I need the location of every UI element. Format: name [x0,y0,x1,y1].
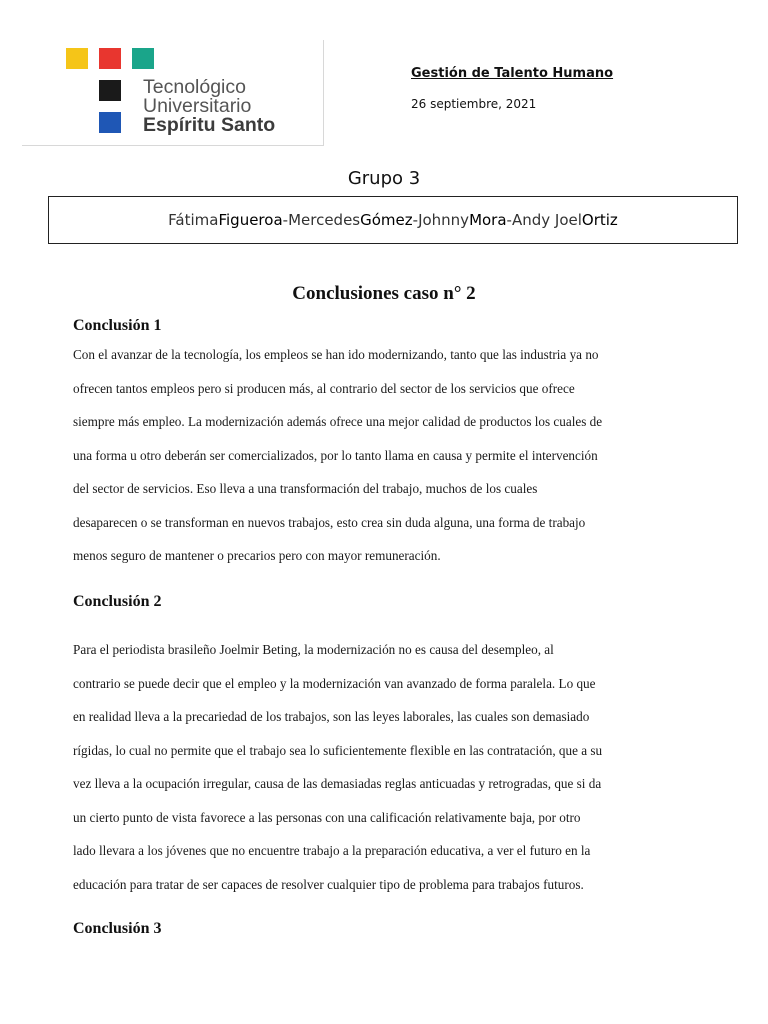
member-4-last: Ortiz [581,211,618,229]
section-body [73,633,713,901]
member-3-last: Mora [469,211,507,229]
body-line: menos seguro de mantener o precarios pero con mayor remuneración. [73,548,441,563]
logo-black-square [99,80,121,101]
body-line: desaparecen o se transforman en nuevos trabajos, esto crea sin duda alguna, una forma de trabajo [73,514,586,530]
university-logo [22,40,324,146]
document-date: 26 septiembre, 2021 [411,97,537,111]
body-line: educación para tratar de ser capaces de resolver cualquier tipo de problema para trabajos futuros. [73,876,584,892]
body-line: siempre más empleo. La modernización además ofrece una mejor calidad de productos los cuales de [73,414,603,429]
section-heading: Conclusión 1 [73,317,162,334]
member-2-last: Gómez [360,211,413,229]
body-line: rígidas, lo cual no permite que el trabajo sea lo suficientemente flexible en las contratación, que a su [73,742,603,758]
body-line: ofrecen tantos empleos pero si producen más, al contrario del sector de los servicios que ofrece [73,380,575,396]
section-heading: Conclusión 3 [73,920,162,937]
group-title: Grupo 3 [347,168,421,189]
body-line: una forma u otro deberán ser comercializados, por lo tanto llama en causa y permite el intervención [73,447,598,463]
body-line: un cierto punto de vista favorece a las personas con una calificación relativamente baja, por otro [73,809,581,825]
members-box [48,196,738,244]
body-line: del sector de servicios. Eso lleva a una transformación del trabajo, muchos de los cuales [73,481,538,496]
logo-yellow-square [66,48,88,69]
logo-line-3: Espíritu Santo [143,114,276,136]
body-line: vez lleva a la ocupación irregular, causa de las demasiadas reglas anticuadas y retrogradas, que si da [73,776,602,791]
logo-line-1: Tecnológico [143,76,246,98]
section-body [73,338,713,573]
logo-red-square [99,48,121,69]
body-line: Para el periodista brasileño Joelmir Beting, la modernización no es causa del desempleo, al [73,642,554,657]
member-4-first: Andy Joel [511,211,582,229]
course-title: Gestión de Talento Humano [411,66,614,81]
body-line: Con el avanzar de la tecnología, los empleos se han ido modernizando, tanto que las industria ya no [73,347,599,362]
logo-line-2: Universitario [143,95,252,117]
body-line: en realidad lleva a la precariedad de los trabajos, son las leyes laborales, las cuales son demasiado [73,709,590,724]
separator: - [282,211,289,229]
separator: - [506,211,512,229]
member-3-first: Johnny [418,211,470,229]
separator: - [412,211,419,229]
logo-blue-square [99,112,121,133]
member-1-last: Figueroa [218,211,283,229]
section-heading: Conclusión 2 [73,593,162,610]
member-2-first: Mercedes [288,211,361,229]
document-title: Conclusiones caso n° 2 [292,283,476,304]
body-line: contrario se puede decir que el empleo y la modernización van avanzado de forma paralela. Lo que [73,675,596,691]
logo-green-square [132,48,154,69]
member-1-first: Fátima [168,211,219,229]
logo-wordmark [143,78,275,135]
body-line: lado llevara a los jóvenes que no encuentre trabajo a la preparación educativa, a ver el futuro en la [73,843,591,858]
